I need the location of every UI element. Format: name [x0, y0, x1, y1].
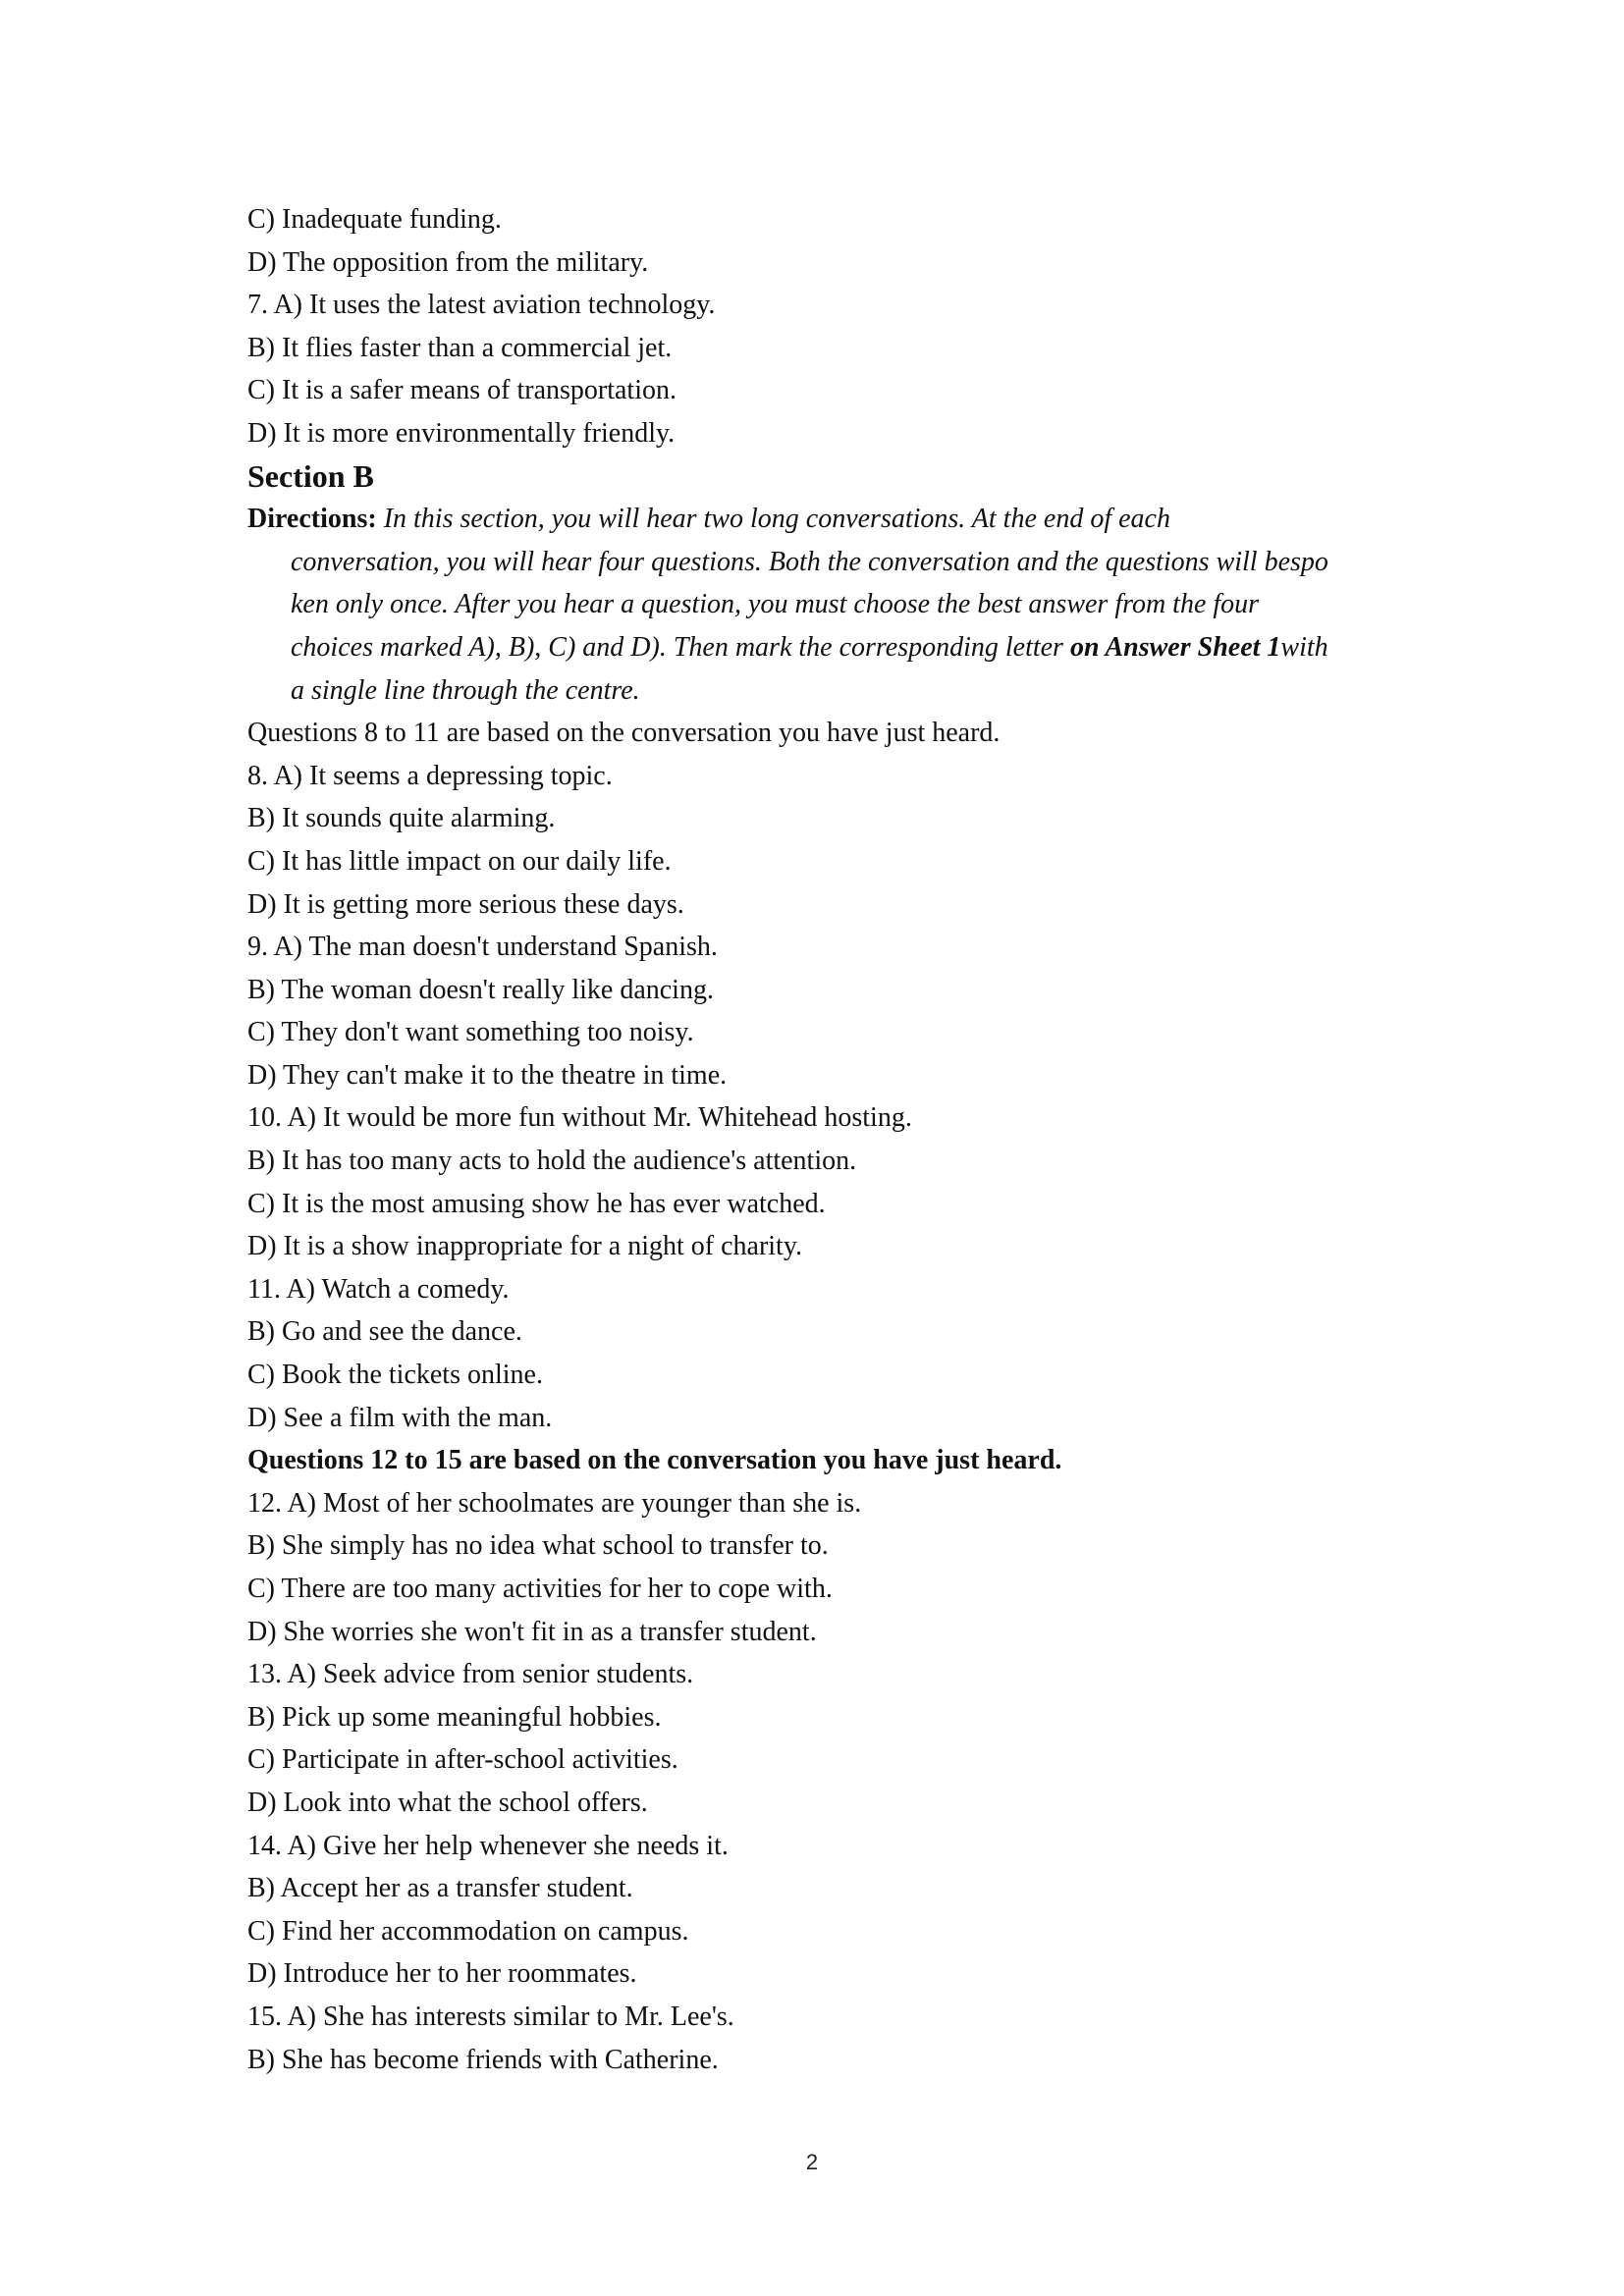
option-line: C) They don't want something too noisy.	[247, 1017, 694, 1048]
option-line: C) It is the most amusing show he has ever watched.	[247, 1188, 826, 1219]
directions-block	[247, 498, 1386, 712]
directions-with: with	[1280, 631, 1328, 663]
directions-text: a single line through the centre.	[291, 674, 640, 706]
option-line: D) She worries she won't fit in as a transfer student.	[247, 1616, 817, 1647]
directions-line	[247, 626, 1386, 669]
directions-text: In this section, you will hear two long conversations. At the end of each	[383, 504, 1170, 535]
group-heading: Questions 12 to 15 are based on the conversation you have just heard.	[247, 1445, 1062, 1476]
document-page	[247, 198, 1386, 2081]
option-line: B) It sounds quite alarming.	[247, 803, 556, 834]
option-line: 14. A) Give her help whenever she needs it.	[247, 1830, 729, 1861]
option-line: B) It has too many acts to hold the audience's attention.	[247, 1146, 857, 1177]
option-line: B) Go and see the dance.	[247, 1316, 522, 1348]
section-b-title: Section B	[247, 457, 374, 494]
option-line: B) Pick up some meaningful hobbies.	[247, 1701, 662, 1733]
option-line: B) She has become friends with Catherine.	[247, 2044, 719, 2075]
option-line: 10. A) It would be more fun without Mr. Whitehead hosting.	[247, 1102, 912, 1134]
question-group-12-15	[247, 1439, 1386, 2081]
directions-line	[247, 498, 1386, 541]
group-heading: Questions 8 to 11 are based on the conversation you have just heard.	[247, 718, 1001, 749]
option-line: B) It flies faster than a commercial jet.	[247, 332, 673, 363]
option-line: D) It is a show inappropriate for a night of charity.	[247, 1231, 803, 1262]
directions-line	[247, 583, 1386, 626]
directions-text: ken only once. After you hear a question, you must choose the best answer from the four	[291, 589, 1260, 620]
option-line: D) It is getting more serious these days.	[247, 888, 684, 920]
option-line: 12. A) Most of her schoolmates are younger than she is.	[247, 1487, 862, 1519]
option-line: C) It is a safer means of transportation.	[247, 375, 677, 406]
option-line: C) Inadequate funding.	[247, 204, 502, 235]
top-options	[247, 198, 1386, 455]
directions-text: choices marked A), B), C) and D). Then mark the corresponding letter	[291, 631, 1070, 663]
directions-line	[247, 669, 1386, 713]
directions-text: conversation, you will hear four questions. Both the conversation and the questions will bespo	[291, 546, 1328, 577]
option-line: 8. A) It seems a depressing topic.	[247, 760, 613, 791]
option-line: 9. A) The man doesn't understand Spanish.	[247, 932, 718, 963]
option-line: D) They can't make it to the theatre in time.	[247, 1059, 728, 1091]
option-line: 7. A) It uses the latest aviation technology.	[247, 290, 716, 321]
option-line: D) See a film with the man.	[247, 1402, 553, 1433]
option-line: B) She simply has no idea what school to transfer to.	[247, 1530, 829, 1562]
question-group-8-11	[247, 712, 1386, 1439]
option-line: D) Introduce her to her roommates.	[247, 1958, 637, 1990]
option-line: B) Accept her as a transfer student.	[247, 1873, 633, 1904]
directions-label: Directions:	[247, 504, 377, 535]
option-line: 11. A) Watch a comedy.	[247, 1273, 510, 1305]
option-line: C) Find her accommodation on campus.	[247, 1915, 689, 1947]
option-line: D) It is more environmentally friendly.	[247, 417, 676, 449]
option-line: 15. A) She has interests similar to Mr. Lee's.	[247, 2001, 734, 2032]
answer-sheet-text: on Answer Sheet 1	[1069, 631, 1281, 663]
option-line: D) Look into what the school offers.	[247, 1787, 648, 1818]
option-line: C) There are too many activities for her to cope with.	[247, 1574, 833, 1604]
option-line: C) It has little impact on our daily life.	[247, 845, 672, 877]
option-line: C) Book the tickets online.	[247, 1360, 543, 1391]
option-line: D) The opposition from the military.	[247, 246, 649, 278]
option-line: B) The woman doesn't really like dancing.	[247, 974, 714, 1005]
option-line: 13. A) Seek advice from senior students.	[247, 1659, 694, 1690]
page-number: 2	[805, 2150, 819, 2174]
option-line: C) Participate in after-school activities.	[247, 1744, 678, 1776]
directions-line	[247, 541, 1386, 584]
